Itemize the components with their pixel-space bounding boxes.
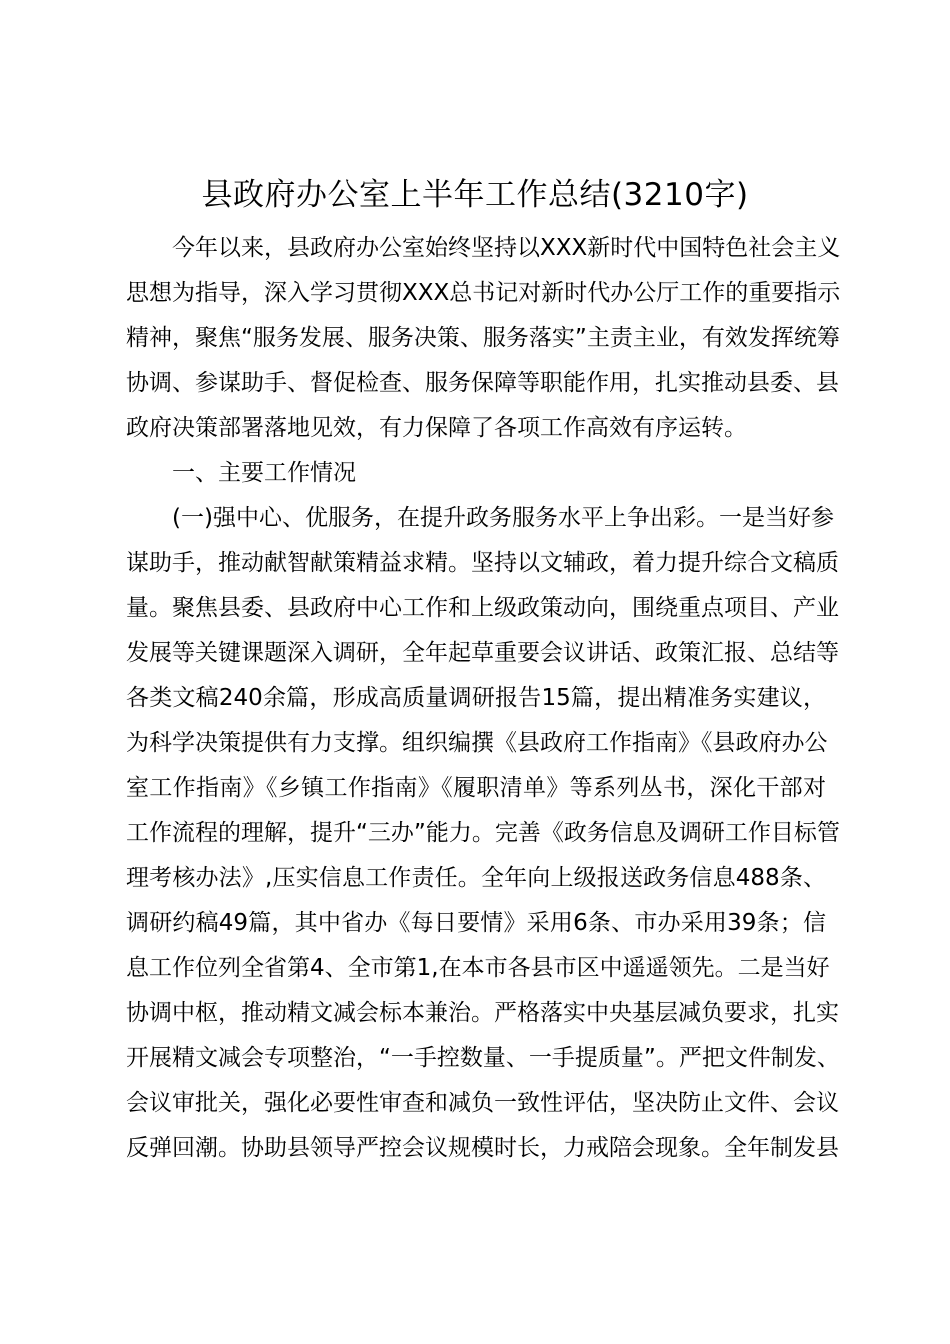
paragraph-line: 谋助手，推动献智献策精益求精。坚持以文辅政，着力提升综合文稿质 — [126, 550, 839, 576]
paragraph-line: 为科学决策提供有力支撑。组织编撰《县政府工作指南》《县政府办公 — [126, 730, 828, 756]
paragraph-line: 会议审批关，强化必要性审查和减负一致性评估，坚决防止文件、会议 — [126, 1090, 839, 1116]
paragraph-line: 理考核办法》,压实信息工作责任。全年向上级报送政务信息488条、 — [126, 865, 826, 891]
paragraph-line: 精神，聚焦“服务发展、服务决策、服务落实”主责主业，有效发挥统筹 — [126, 325, 840, 351]
paragraph-line: 室工作指南》《乡镇工作指南》《履职清单》等系列丛书，深化干部对 — [126, 775, 826, 801]
section-heading: 一、主要工作情况 — [172, 460, 356, 486]
paragraph-line: 协调中枢，推动精文减会标本兼治。严格落实中央基层减负要求，扎实 — [126, 1000, 839, 1026]
document-title: 县政府办公室上半年工作总结(3210字) — [201, 177, 749, 213]
paragraph-line: 量。聚焦县委、县政府中心工作和上级政策动向，围绕重点项目、产业 — [126, 595, 839, 621]
paragraph-line: 发展等关键课题深入调研，全年起草重要会议讲话、政策汇报、总结等 — [126, 640, 839, 666]
paragraph-line: 政府决策部署落地见效，有力保障了各项工作高效有序运转。 — [126, 415, 747, 441]
paragraph-line: 思想为指导，深入学习贯彻XXX总书记对新时代办公厅工作的重要指示 — [126, 280, 841, 306]
paragraph-line: 开展精文减会专项整治，“一手控数量、一手提质量”。严把文件制发、 — [126, 1045, 840, 1071]
paragraph-line: 息工作位列全省第4、全市第1,在本市各县市区中遥遥领先。二是当好 — [126, 955, 830, 981]
paragraph-line: 协调、参谋助手、督促检查、服务保障等职能作用，扎实推动县委、县 — [126, 370, 839, 396]
paragraph-line: (一)强中心、优服务，在提升政务服务水平上争出彩。一是当好参 — [172, 505, 834, 531]
paragraph-line: 工作流程的理解，提升“三办”能力。完善《政务信息及调研工作目标管 — [126, 820, 840, 846]
paragraph-line: 调研约稿49篇，其中省办《每日要情》采用6条、市办采用39条；信 — [126, 910, 826, 936]
paragraph-line: 各类文稿240余篇，形成高质量调研报告15篇，提出精准务实建议， — [126, 685, 826, 711]
paragraph-line: 反弹回潮。协助县领导严控会议规模时长，力戒陪会现象。全年制发县 — [126, 1135, 839, 1161]
paragraph-line: 今年以来，县政府办公室始终坚持以XXX新时代中国特色社会主义 — [172, 235, 841, 261]
